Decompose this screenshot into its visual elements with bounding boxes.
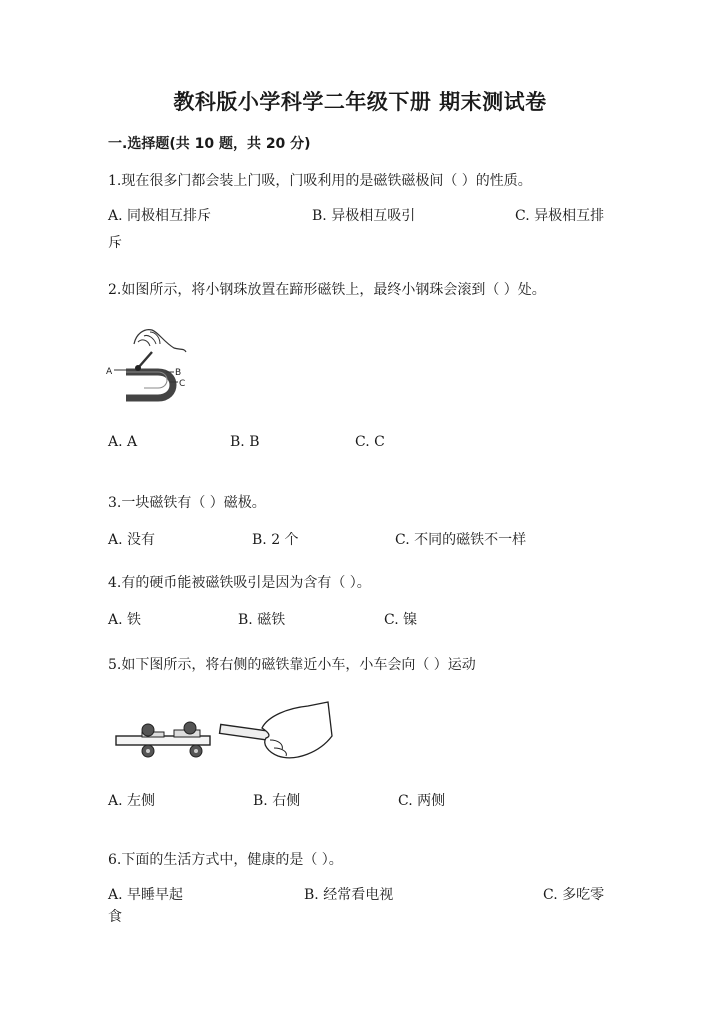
question-6-option-c-wrap: 食	[108, 909, 122, 925]
figure-label-a: A	[106, 367, 113, 377]
question-5-text: 5.如下图所示，将右侧的磁铁靠近小车，小车会向（ ）运动	[108, 657, 476, 673]
hand	[262, 702, 332, 758]
question-5-option-b[interactable]: B. 右侧	[253, 793, 301, 809]
question-1-option-c-wrap: 斥	[108, 235, 122, 251]
question-1-text: 1.现在很多门都会装上门吸，门吸利用的是磁铁磁极间（ ）的性质。	[108, 173, 532, 189]
steel-ball	[135, 365, 141, 371]
question-6-text: 6.下面的生活方式中，健康的是（ ）。	[108, 852, 343, 868]
question-6-option-a[interactable]: A. 早睡早起	[108, 887, 184, 903]
question-5-option-c[interactable]: C. 两侧	[398, 793, 446, 809]
toy-car	[116, 722, 210, 757]
figure-label-b: B	[175, 368, 182, 378]
question-1-option-c[interactable]: C. 异极相互排	[515, 208, 605, 224]
question-3-option-b[interactable]: B. 2 个	[252, 532, 299, 548]
pencil	[138, 352, 152, 368]
horseshoe-magnet-figure	[104, 322, 204, 404]
finger-outline	[138, 332, 160, 346]
question-2-text: 2.如图所示，将小钢珠放置在蹄形磁铁上，最终小钢珠会滚到（ ）处。	[108, 282, 546, 298]
figure-label-c: C	[179, 379, 186, 389]
question-3-option-a[interactable]: A. 没有	[108, 532, 156, 548]
question-2-option-c[interactable]: C. C	[355, 434, 385, 450]
question-2-option-b[interactable]: B. B	[230, 434, 260, 450]
question-4-option-b[interactable]: B. 磁铁	[238, 612, 286, 628]
question-3-text: 3.一块磁铁有（ ）磁极。	[108, 495, 266, 511]
question-2-option-a[interactable]: A. A	[108, 434, 138, 450]
question-4-option-a[interactable]: A. 铁	[108, 612, 142, 628]
question-5-option-a[interactable]: A. 左侧	[108, 793, 156, 809]
question-1-option-b[interactable]: B. 异极相互吸引	[312, 208, 416, 224]
question-4-text: 4.有的硬币能被磁铁吸引是因为含有（ ）。	[108, 575, 371, 591]
question-1-option-a[interactable]: A. 同极相互排斥	[108, 208, 212, 224]
page-title: 教科版小学科学二年级下册 期末测试卷	[173, 90, 547, 114]
section-heading: 一.选择题(共 10 题，共 20 分)	[108, 136, 311, 152]
magnet-car-figure	[112, 700, 336, 764]
question-3-option-c[interactable]: C. 不同的磁铁不一样	[395, 532, 527, 548]
question-6-option-c[interactable]: C. 多吃零	[543, 887, 605, 903]
question-4-option-c[interactable]: C. 镍	[384, 612, 418, 628]
question-6-option-b[interactable]: B. 经常看电视	[304, 887, 394, 903]
